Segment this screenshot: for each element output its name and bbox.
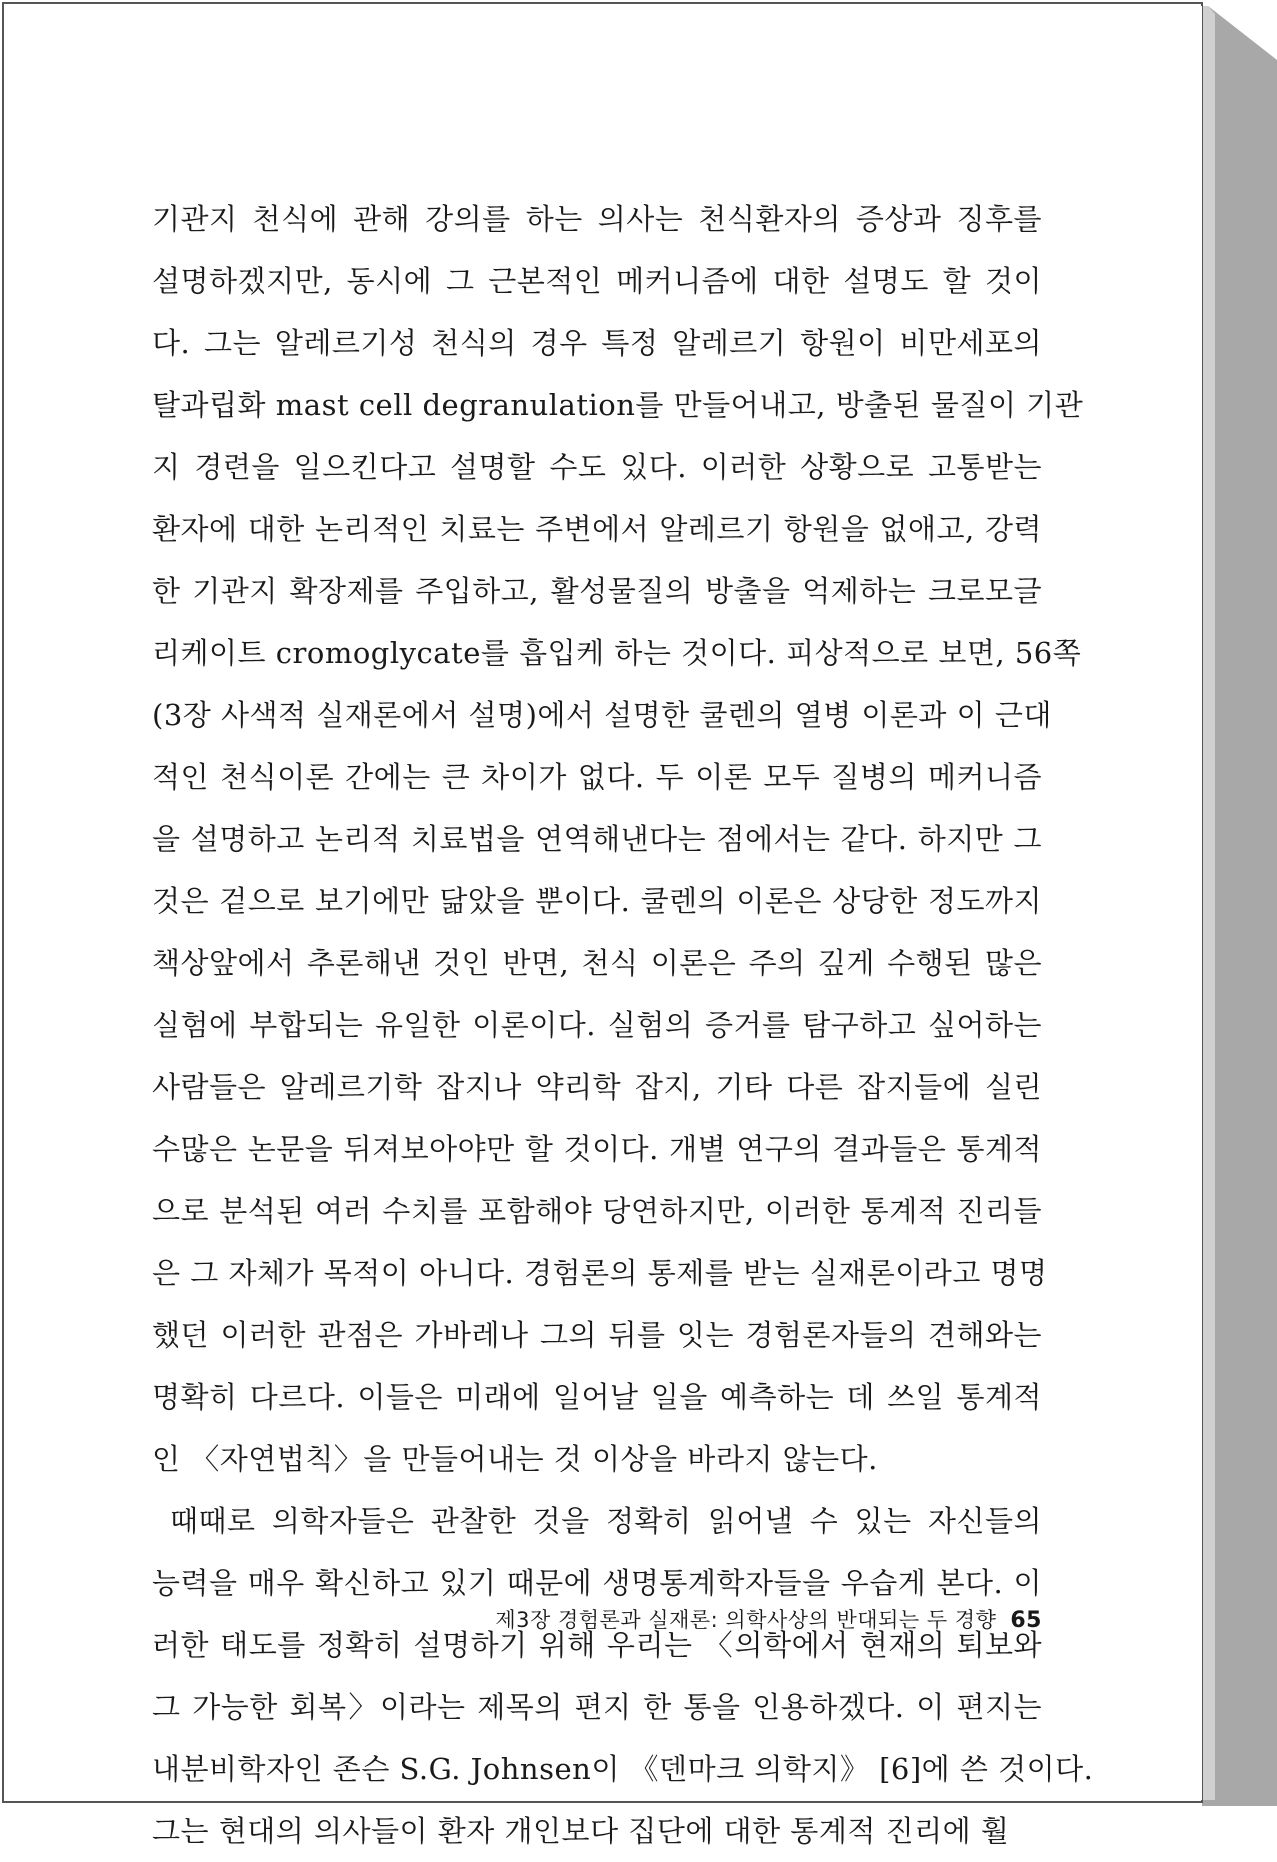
text-line: 했던 이러한 관점은 가바레나 그의 뒤를 잇는 경험론자들의 견해와는 [152,1318,1042,1352]
text-line: 리케이트 cromoglycate를 흡입케 하는 것이다. 피상적으로 보면, 56쪽 [152,636,1082,670]
text-line: 그 가능한 회복〉이라는 제목의 편지 한 통을 인용하겠다. 이 편지는 [152,1690,1042,1724]
page-footer [152,1604,1042,1634]
text-line: 실험에 부합되는 유일한 이론이다. 실험의 증거를 탐구하고 싶어하는 [152,1008,1042,1042]
text-line: 때때로 의학자들은 관찰한 것을 정확히 읽어낼 수 있는 자신들의 [170,1504,1042,1538]
text-line: 다. 그는 알레르기성 천식의 경우 특정 알레르기 항원이 비만세포의 [152,326,1042,360]
text-line: 기관지 천식에 관해 강의를 하는 의사는 천식환자의 증상과 징후를 [152,202,1042,236]
text-line: 을 설명하고 논리적 치료법을 연역해낸다는 점에서는 같다. 하지만 그 [152,822,1042,856]
page-number: 65 [1010,1608,1042,1633]
paragraph-1 [152,188,1084,1490]
text-line: (3장 사색적 실재론에서 설명)에서 설명한 쿨렌의 열병 이론과 이 근대 [152,698,1052,732]
text-line: 은 그 자체가 목적이 아니다. 경험론의 통제를 받는 실재론이라고 명명 [152,1256,1048,1290]
text-line: 명확히 다르다. 이들은 미래에 일어날 일을 예측하는 데 쓰일 통계적 [152,1380,1042,1414]
paragraph-2 [152,1490,1094,1862]
text-line: 한 기관지 확장제를 주입하고, 활성물질의 방출을 억제하는 크로모글 [152,574,1042,608]
text-line: 적인 천식이론 간에는 큰 차이가 없다. 두 이론 모두 질병의 메커니즘 [152,760,1042,794]
text-line: 으로 분석된 여러 수치를 포함해야 당연하지만, 이러한 통계적 진리들 [152,1194,1042,1228]
text-line: 것은 겉으로 보기에만 닮았을 뿐이다. 쿨렌의 이론은 상당한 정도까지 [152,884,1042,918]
text-line: 지 경련을 일으킨다고 설명할 수도 있다. 이러한 상황으로 고통받는 [152,450,1042,484]
text-line: 수많은 논문을 뒤져보아야만 할 것이다. 개별 연구의 결과들은 통계적 [152,1132,1042,1166]
running-head: 제3장 경험론과 실재론: 의학사상의 반대되는 두 경향 [495,1608,997,1632]
text-line: 내분비학자인 존슨 S.G. Johnsen이 《덴마크 의학지》 [6]에 쓴 것이다. [152,1752,1094,1786]
text-line: 능력을 매우 확신하고 있기 때문에 생명통계학자들을 우습게 본다. 이 [152,1566,1042,1600]
text-line: 사람들은 알레르기학 잡지나 약리학 잡지, 기타 다른 잡지들에 실린 [152,1070,1042,1104]
text-line: 러한 태도를 정확히 설명하기 위해 우리는 〈의학에서 현재의 퇴보와 [152,1628,1042,1662]
text-line: 인 〈자연법칙〉을 만들어내는 것 이상을 바라지 않는다. [152,1442,878,1476]
text-line: 책상앞에서 추론해낸 것인 반면, 천식 이론은 주의 깊게 수행된 많은 [152,946,1042,980]
text-line: 그는 현대의 의사들이 환자 개인보다 집단에 대한 통계적 진리에 훨 [152,1814,1010,1848]
text-line: 탈과립화 mast cell degranulation를 만들어내고, 방출된 물질이 기관 [152,388,1084,422]
text-line: 환자에 대한 논리적인 치료는 주변에서 알레르기 항원을 없애고, 강력 [152,512,1042,546]
text-line: 설명하겠지만, 동시에 그 근본적인 메커니즘에 대한 설명도 할 것이 [152,264,1042,298]
